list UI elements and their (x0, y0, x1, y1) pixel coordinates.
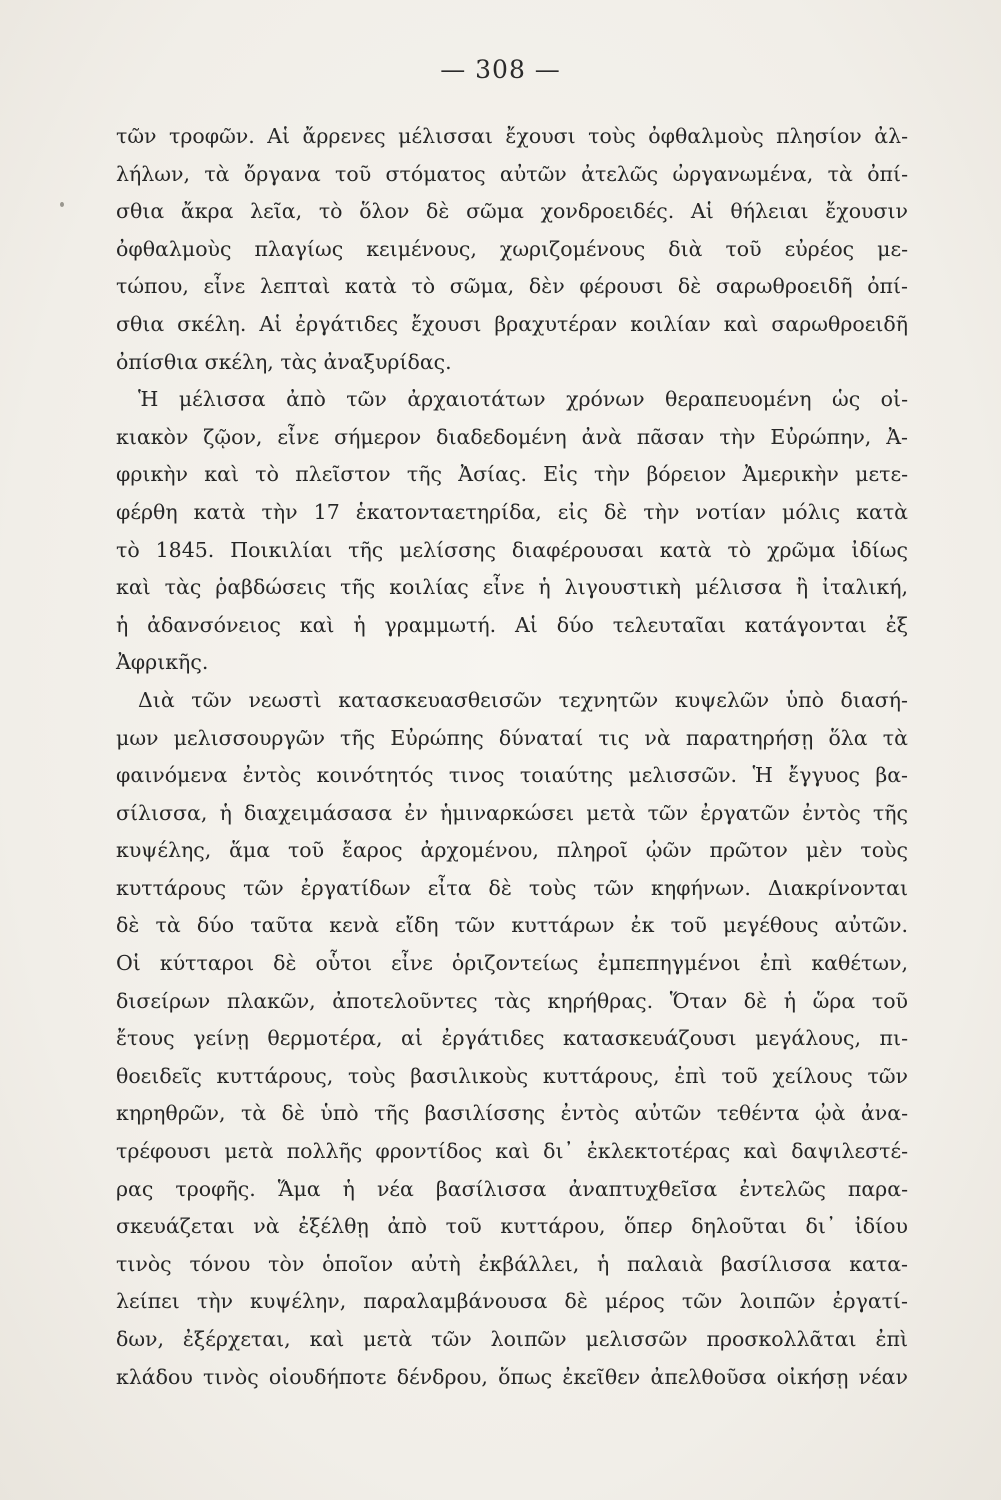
text-line: κιακὸν ζῷον, εἶνε σήμερον διαδεδομένη ἀνὰ πᾶσαν τὴν Εὐρώπην, Ἀ- (116, 424, 908, 449)
text-line: μων μελισσουργῶν τῆς Εὐρώπης δύναταί τις νὰ παρατηρήσῃ ὅλα τὰ (116, 725, 908, 750)
text-line: σθια σκέλη. Αἱ ἐργάτιδες ἔχουσι βραχυτέραν κοιλίαν καὶ σαρωθροειδῆ (116, 311, 908, 336)
text-line: τινὸς τόνου τὸν ὁποῖον αὐτὴ ἐκβάλλει, ἡ παλαιὰ βασίλισσα κατα- (116, 1251, 908, 1276)
body-text (116, 118, 908, 1396)
text-line: σκευάζεται νὰ ἐξέλθῃ ἀπὸ τοῦ κυττάρου, ὅπερ δηλοῦται δι᾽ ἰδίου (116, 1214, 908, 1239)
text-line: σίλισσα, ἡ διαχειμάσασα ἐν ἡμιναρκώσει μετὰ τῶν ἐργατῶν ἐντὸς τῆς (116, 800, 908, 825)
text-line: ἔτους γείνῃ θερμοτέρα, αἱ ἐργάτιδες κατασκευάζουσι μεγάλους, πι- (116, 1026, 908, 1051)
text-line: φαινόμενα ἐντὸς κοινότητός τινος τοιαύτης μελισσῶν. Ἡ ἔγγυος βα- (116, 763, 908, 788)
text-line: σθια ἄκρα λεῖα, τὸ ὅλον δὲ σῶμα χονδροειδές. Αἱ θήλειαι ἔχουσιν (116, 199, 908, 224)
text-line: ἡ ἀδανσόνειος καὶ ἡ γραμμωτή. Αἱ δύο τελευταῖαι κατάγονται ἐξ (116, 612, 908, 637)
text-line: τρέφουσι μετὰ πολλῆς φροντίδος καὶ δι᾽ ἐκλεκτοτέρας καὶ δαψιλεστέ- (116, 1139, 908, 1164)
margin-speck (60, 202, 64, 207)
text-line: δων, ἐξέρχεται, καὶ μετὰ τῶν λοιπῶν μελισσῶν προσκολλᾶται ἐπὶ (116, 1327, 908, 1351)
text-line: τὸ 1845. Ποικιλίαι τῆς μελίσσης διαφέρουσαι κατὰ τὸ χρῶμα ἰδίως (116, 537, 908, 562)
text-line: καὶ τὰς ῥαβδώσεις τῆς κοιλίας εἶνε ἡ λιγουστικὴ μέλισσα ἢ ἰταλική, (116, 575, 908, 600)
text-line: κηρηθρῶν, τὰ δὲ ὑπὸ τῆς βασιλίσσης ἐντὸς αὐτῶν τεθέντα ᾠὰ ἀνα- (116, 1101, 908, 1126)
text-line: ρας τροφῆς. Ἅμα ἡ νέα βασίλισσα ἀναπτυχθεῖσα ἐντελῶς παρα- (116, 1176, 908, 1201)
text-line: Ἡ μέλισσα ἀπὸ τῶν ἀρχαιοτάτων χρόνων θεραπευομένη ὡς οἰ- (138, 387, 908, 412)
text-line: φέρθη κατὰ τὴν 17 ἑκατονταετηρίδα, εἰς δὲ τὴν νοτίαν μόλις κατὰ (116, 499, 908, 524)
text-line: λείπει τὴν κυψέλην, παραλαμβάνουσα δὲ μέρος τῶν λοιπῶν ἐργατί- (116, 1289, 908, 1314)
text-line: Διὰ τῶν νεωστὶ κατασκευασθεισῶν τεχνητῶν κυψελῶν ὑπὸ διασή- (138, 687, 908, 712)
text-line: δὲ τὰ δύο ταῦτα κενὰ εἴδη τῶν κυττάρων ἐκ τοῦ μεγέθους αὐτῶν. (116, 913, 908, 938)
text-line: κυψέλης, ἅμα τοῦ ἔαρος ἀρχομένου, πληροῖ ᾠῶν πρῶτον μὲν τοὺς (116, 838, 908, 863)
text-line: δισείρων πλακῶν, ἀποτελοῦντες τὰς κηρήθρας. Ὅταν δὲ ἡ ὥρα τοῦ (116, 988, 908, 1013)
text-line: Ἀφρικῆς. (116, 650, 209, 675)
text-line: ὀφθαλμοὺς πλαγίως κειμένους, χωριζομένους διὰ τοῦ εὐρέος με- (116, 236, 908, 261)
text-line: τώπου, εἶνε λεπταὶ κατὰ τὸ σῶμα, δὲν φέρουσι δὲ σαρωθροειδῆ ὀπί- (116, 274, 908, 299)
text-line: ὀπίσθια σκέλη, τὰς ἀναξυρίδας. (116, 349, 452, 374)
page-number: — 308 — (440, 55, 561, 84)
text-line: φρικὴν καὶ τὸ πλεῖστον τῆς Ἀσίας. Εἰς τὴν βόρειον Ἀμερικὴν μετε- (116, 462, 908, 487)
text-line: Οἱ κύτταροι δὲ οὗτοι εἶνε ὁριζοντείως ἐμπεπηγμένοι ἐπὶ καθέτων, (116, 951, 908, 976)
text-line: τῶν τροφῶν. Αἱ ἄρρενες μέλισσαι ἔχουσι τοὺς ὀφθαλμοὺς πλησίον ἀλ- (116, 124, 908, 148)
text-line: λήλων, τὰ ὄργανα τοῦ στόματος αὐτῶν ἀτελῶς ὠργανωμένα, τὰ ὀπί- (116, 161, 908, 186)
text-line: θοειδεῖς κυττάρους, τοὺς βασιλικοὺς κυττάρους, ἐπὶ τοῦ χείλους τῶν (116, 1063, 908, 1088)
text-line: κλάδου τινὸς οἱουδήποτε δένδρου, ὅπως ἐκεῖθεν ἀπελθοῦσα οἰκήσῃ νέαν (116, 1364, 908, 1389)
text-line: κυττάρους τῶν ἐργατίδων εἶτα δὲ τοὺς τῶν κηφήνων. Διακρίνονται (116, 875, 908, 900)
